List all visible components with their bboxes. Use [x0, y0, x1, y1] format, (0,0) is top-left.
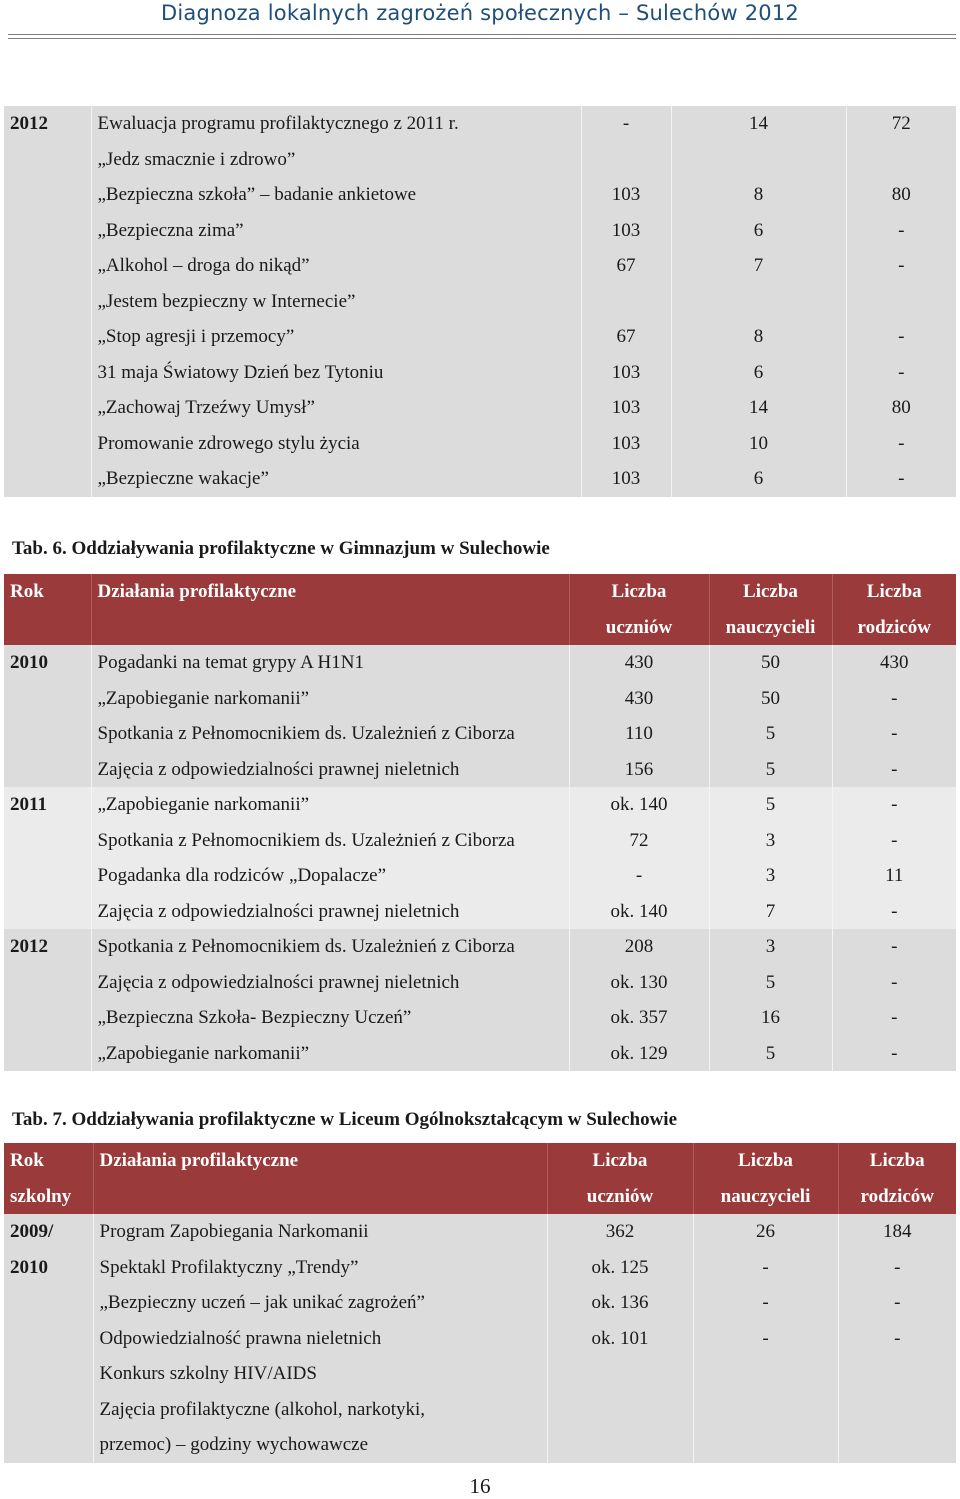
table-liceum [4, 1143, 956, 1463]
year-cell: 2012 [4, 106, 91, 142]
parents-count: - [846, 355, 956, 391]
parents-count: - [838, 1285, 956, 1321]
parents-count [838, 1427, 956, 1463]
students-count: 103 [581, 461, 671, 497]
students-count: ok. 130 [569, 965, 709, 1001]
parents-count: - [838, 1250, 956, 1286]
year-cell [4, 284, 91, 320]
year-cell [4, 1321, 93, 1357]
teachers-count: 3 [709, 823, 832, 859]
action-cell: Spotkania z Pełnomocnikiem ds. Uzależnień z Ciborza [91, 823, 569, 859]
students-count: ok. 140 [569, 894, 709, 930]
header-teachers: Liczba [709, 574, 832, 610]
table-row [4, 142, 956, 178]
action-cell: Pogadanka dla rodziców „Dopalacze” [91, 858, 569, 894]
header-parents: rodziców [838, 1179, 956, 1215]
header-teachers: nauczycieli [709, 610, 832, 646]
table-row [4, 1250, 956, 1286]
year-cell [4, 142, 91, 178]
action-cell: „Bezpieczny uczeń – jak unikać zagrożeń” [93, 1285, 547, 1321]
page-header: Diagnoza lokalnych zagrożeń społecznych – Sulechów 2012 [161, 1, 799, 25]
students-count: 208 [569, 929, 709, 965]
header-parents: Liczba [832, 574, 956, 610]
header-parents: Liczba [838, 1143, 956, 1179]
students-count: 103 [581, 426, 671, 462]
action-cell: Konkurs szkolny HIV/AIDS [93, 1356, 547, 1392]
table-row [4, 1036, 956, 1072]
table-row [4, 319, 956, 355]
parents-count: - [846, 426, 956, 462]
year-cell [4, 858, 91, 894]
year-cell: 2012 [4, 929, 91, 965]
students-count [547, 1427, 693, 1463]
parents-count: - [832, 965, 956, 1001]
students-count: ok. 129 [569, 1036, 709, 1072]
table-row [4, 426, 956, 462]
parents-count [838, 1392, 956, 1428]
students-count: ok. 357 [569, 1000, 709, 1036]
teachers-count: 16 [709, 1000, 832, 1036]
table-gimnazjum [4, 574, 956, 1071]
students-count: 103 [581, 355, 671, 391]
teachers-count [693, 1392, 838, 1428]
teachers-count: 3 [709, 929, 832, 965]
teachers-count: 6 [671, 213, 846, 249]
teachers-count: 5 [709, 965, 832, 1001]
action-cell: „Stop agresji i przemocy” [91, 319, 581, 355]
table-row [4, 390, 956, 426]
action-cell: przemoc) – godziny wychowawcze [93, 1427, 547, 1463]
teachers-count: 26 [693, 1214, 838, 1250]
students-count: 72 [569, 823, 709, 859]
action-cell: Zajęcia profilaktyczne (alkohol, narkotyki, [93, 1392, 547, 1428]
table-row [4, 106, 956, 142]
header-action: Działania profilaktyczne [93, 1143, 547, 1179]
header-year: szkolny [4, 1179, 93, 1215]
action-cell: „Bezpieczna zima” [91, 213, 581, 249]
table5-body [4, 106, 956, 497]
teachers-count: 14 [671, 390, 846, 426]
action-cell: Odpowiedzialność prawna nieletnich [93, 1321, 547, 1357]
teachers-count [671, 142, 846, 178]
year-cell [4, 1392, 93, 1428]
table-row [4, 716, 956, 752]
table-row [4, 681, 956, 717]
year-cell: 2009/ [4, 1214, 93, 1250]
header-rule [8, 34, 956, 39]
year-cell [4, 1427, 93, 1463]
teachers-count: 5 [709, 787, 832, 823]
students-count: 103 [581, 177, 671, 213]
teachers-count [693, 1427, 838, 1463]
parents-count: 72 [846, 106, 956, 142]
students-count [581, 284, 671, 320]
year-cell [4, 177, 91, 213]
year-cell [4, 426, 91, 462]
action-cell: „Zapobieganie narkomanii” [91, 1036, 569, 1072]
teachers-count [671, 284, 846, 320]
year-cell [4, 681, 91, 717]
parents-count: - [832, 1036, 956, 1072]
table-row [4, 965, 956, 1001]
students-count: 156 [569, 752, 709, 788]
teachers-count: - [693, 1285, 838, 1321]
table7-caption: Tab. 7. Oddziaływania profilaktyczne w Liceum Ogólnokształcącym w Sulechowie [12, 1109, 678, 1130]
header-year: Rok [4, 1143, 93, 1179]
table-row [4, 752, 956, 788]
table-row [4, 1356, 956, 1392]
teachers-count: - [693, 1250, 838, 1286]
year-cell [4, 355, 91, 391]
teachers-count: 5 [709, 716, 832, 752]
parents-count: - [846, 248, 956, 284]
table-row [4, 858, 956, 894]
table-row [4, 1321, 956, 1357]
students-count: 67 [581, 248, 671, 284]
table-row [4, 213, 956, 249]
table-header-row [4, 574, 956, 610]
action-cell: „Bezpieczna szkoła” – badanie ankietowe [91, 177, 581, 213]
header-year: Rok [4, 574, 91, 610]
teachers-count: 6 [671, 461, 846, 497]
parents-count [838, 1356, 956, 1392]
parents-count: - [846, 461, 956, 497]
action-cell: „Jedz smacznie i zdrowo” [91, 142, 581, 178]
teachers-count: 3 [709, 858, 832, 894]
parents-count: - [832, 787, 956, 823]
teachers-count: 50 [709, 645, 832, 681]
table-row [4, 1000, 956, 1036]
students-count: 430 [569, 681, 709, 717]
year-cell [4, 1356, 93, 1392]
action-cell: Ewaluacja programu profilaktycznego z 2011 r. [91, 106, 581, 142]
parents-count: - [838, 1321, 956, 1357]
students-count: ok. 125 [547, 1250, 693, 1286]
table-row [4, 823, 956, 859]
parents-count: - [846, 319, 956, 355]
year-cell [4, 894, 91, 930]
table6-body [4, 645, 956, 1071]
teachers-count: 8 [671, 319, 846, 355]
year-cell [4, 461, 91, 497]
action-cell: Zajęcia z odpowiedzialności prawnej nieletnich [91, 965, 569, 1001]
action-cell: Pogadanki na temat grypy A H1N1 [91, 645, 569, 681]
action-cell: Spotkania z Pełnomocnikiem ds. Uzależnień z Ciborza [91, 716, 569, 752]
parents-count: 80 [846, 177, 956, 213]
action-cell: Promowanie zdrowego stylu życia [91, 426, 581, 462]
action-cell: 31 maja Światowy Dzień bez Tytoniu [91, 355, 581, 391]
students-count: 110 [569, 716, 709, 752]
table-header-row [4, 1143, 956, 1179]
header-parents: rodziców [832, 610, 956, 646]
year-cell [4, 823, 91, 859]
action-cell: „Zapobieganie narkomanii” [91, 681, 569, 717]
table-row [4, 1285, 956, 1321]
header-teachers: nauczycieli [693, 1179, 838, 1215]
action-cell: Zajęcia z odpowiedzialności prawnej nieletnich [91, 894, 569, 930]
teachers-count: 8 [671, 177, 846, 213]
action-cell: „Jestem bezpieczny w Internecie” [91, 284, 581, 320]
teachers-count: 7 [709, 894, 832, 930]
table6-caption: Tab. 6. Oddziaływania profilaktyczne w Gimnazjum w Sulechowie [12, 538, 550, 559]
header-action: Działania profilaktyczne [91, 574, 569, 610]
table-row [4, 284, 956, 320]
parents-count: - [832, 1000, 956, 1036]
students-count: 430 [569, 645, 709, 681]
header-students: uczniów [547, 1179, 693, 1215]
parents-count [846, 284, 956, 320]
page-number: 16 [469, 1474, 491, 1498]
table-row [4, 894, 956, 930]
table-row [4, 355, 956, 391]
parents-count: - [832, 929, 956, 965]
table-row [4, 1214, 956, 1250]
table-prev-continuation [4, 106, 956, 497]
students-count [547, 1356, 693, 1392]
students-count: 362 [547, 1214, 693, 1250]
table-row [4, 461, 956, 497]
teachers-count: - [693, 1321, 838, 1357]
action-cell: Program Zapobiegania Narkomanii [93, 1214, 547, 1250]
table-row [4, 1392, 956, 1428]
students-count: ok. 136 [547, 1285, 693, 1321]
header-teachers: Liczba [693, 1143, 838, 1179]
students-count [581, 142, 671, 178]
parents-count: 430 [832, 645, 956, 681]
parents-count: 80 [846, 390, 956, 426]
year-cell: 2010 [4, 645, 91, 681]
table-row [4, 645, 956, 681]
action-cell: „Bezpieczne wakacje” [91, 461, 581, 497]
action-cell: „Bezpieczna Szkoła- Bezpieczny Uczeń” [91, 1000, 569, 1036]
parents-count: 184 [838, 1214, 956, 1250]
parents-count: - [846, 213, 956, 249]
year-cell [4, 1000, 91, 1036]
header-students: Liczba [569, 574, 709, 610]
action-cell: „Zapobieganie narkomanii” [91, 787, 569, 823]
parents-count: - [832, 681, 956, 717]
action-cell: Spektakl Profilaktyczny „Trendy” [93, 1250, 547, 1286]
parents-count: - [832, 716, 956, 752]
table-row [4, 177, 956, 213]
teachers-count: 6 [671, 355, 846, 391]
students-count: 103 [581, 213, 671, 249]
teachers-count: 50 [709, 681, 832, 717]
students-count [547, 1392, 693, 1428]
header-students: Liczba [547, 1143, 693, 1179]
year-cell [4, 213, 91, 249]
table7-body [4, 1214, 956, 1463]
action-cell: Spotkania z Pełnomocnikiem ds. Uzależnień z Ciborza [91, 929, 569, 965]
year-cell [4, 1036, 91, 1072]
students-count: 67 [581, 319, 671, 355]
year-cell [4, 965, 91, 1001]
table-row [4, 787, 956, 823]
teachers-count: 10 [671, 426, 846, 462]
year-cell [4, 752, 91, 788]
year-cell [4, 716, 91, 752]
year-cell [4, 390, 91, 426]
students-count: 103 [581, 390, 671, 426]
teachers-count: 7 [671, 248, 846, 284]
table-header-row [4, 1179, 956, 1215]
students-count: - [581, 106, 671, 142]
parents-count [846, 142, 956, 178]
students-count: ok. 140 [569, 787, 709, 823]
year-cell: 2011 [4, 787, 91, 823]
teachers-count [693, 1356, 838, 1392]
teachers-count: 5 [709, 1036, 832, 1072]
year-cell [4, 319, 91, 355]
year-cell [4, 1285, 93, 1321]
parents-count: - [832, 752, 956, 788]
teachers-count: 5 [709, 752, 832, 788]
table-row [4, 929, 956, 965]
students-count: - [569, 858, 709, 894]
parents-count: - [832, 823, 956, 859]
table-row [4, 1427, 956, 1463]
students-count: ok. 101 [547, 1321, 693, 1357]
parents-count: - [832, 894, 956, 930]
teachers-count: 14 [671, 106, 846, 142]
action-cell: Zajęcia z odpowiedzialności prawnej nieletnich [91, 752, 569, 788]
action-cell: „Alkohol – droga do nikąd” [91, 248, 581, 284]
year-cell: 2010 [4, 1250, 93, 1286]
header-students: uczniów [569, 610, 709, 646]
year-cell [4, 248, 91, 284]
table-header-row [4, 610, 956, 646]
parents-count: 11 [832, 858, 956, 894]
table-row [4, 248, 956, 284]
action-cell: „Zachowaj Trzeźwy Umysł” [91, 390, 581, 426]
